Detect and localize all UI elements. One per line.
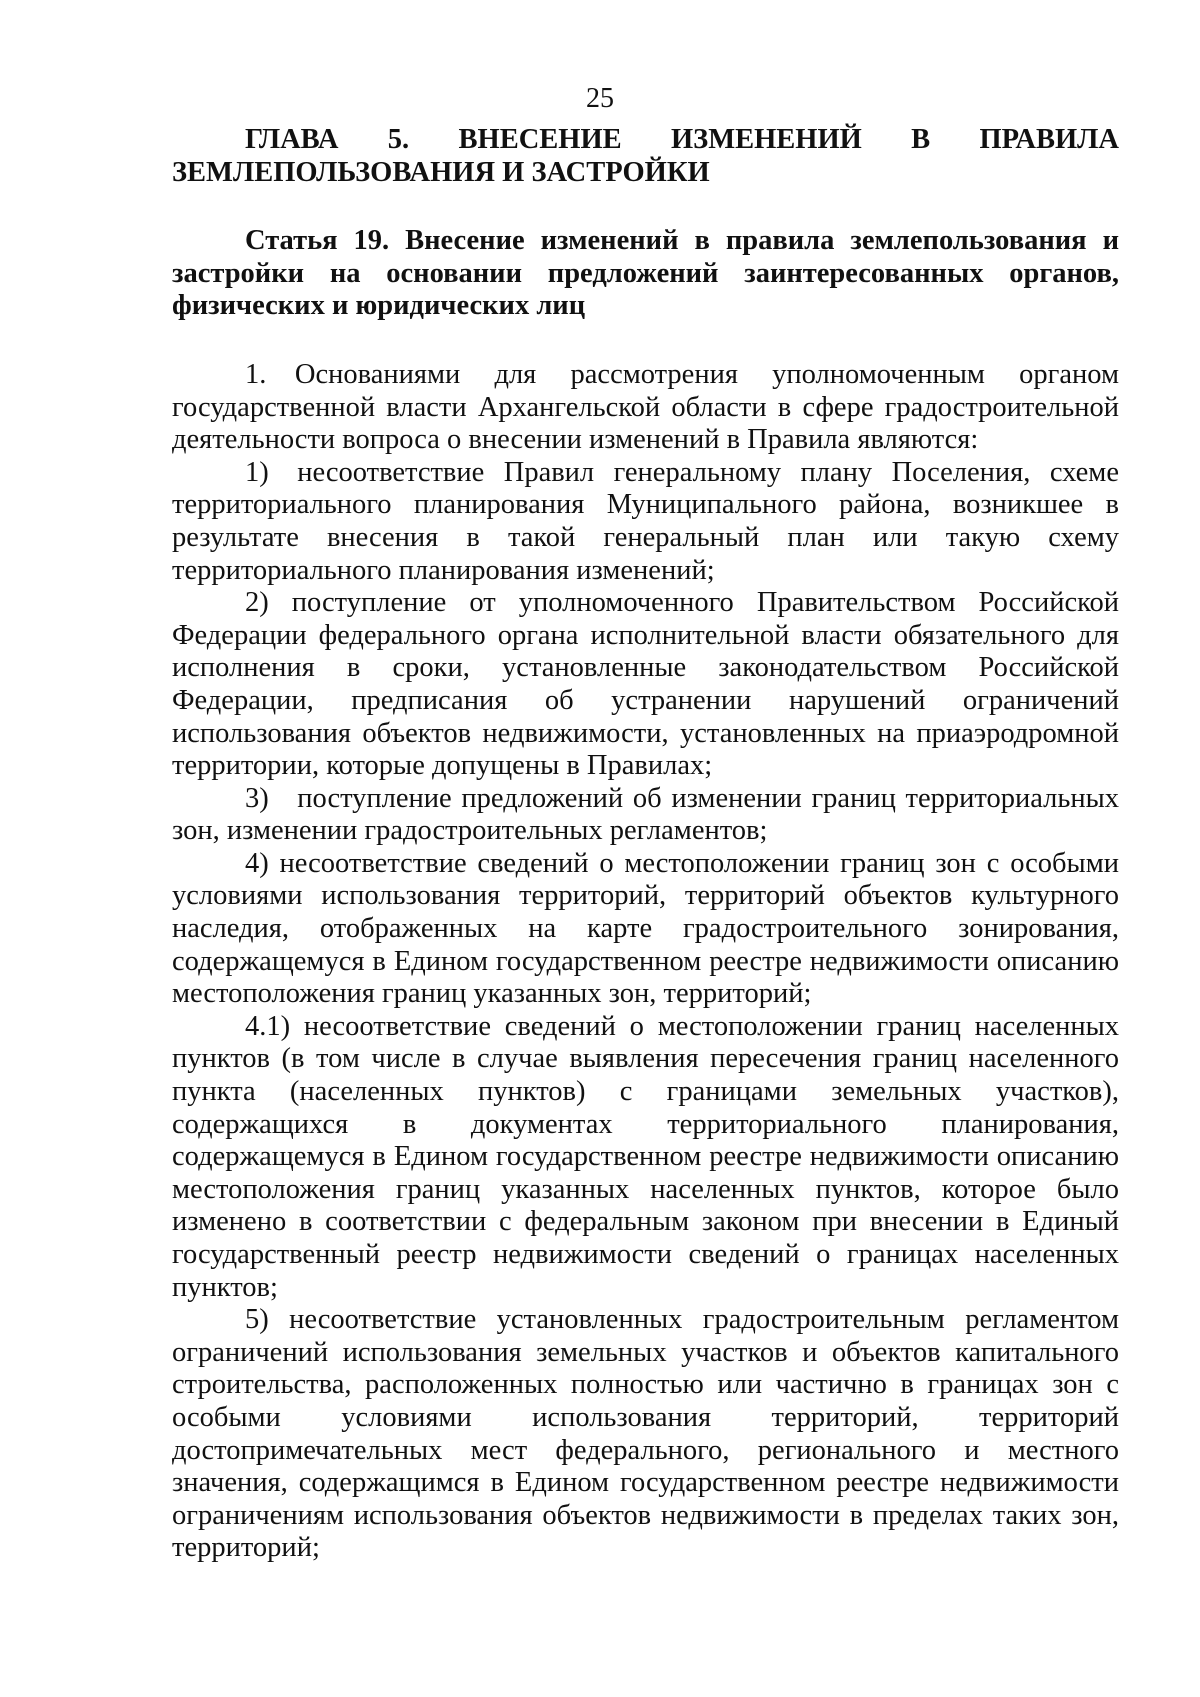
list-item-5: 5) несоответствие установленных градостроительным регламентом ограничений использования земельных участков и объектов капитального строительства, расположенных полностью или частично в границах зон с особыми условиями использования территорий, территорий достопримечательных мест федерального, регионального и местного значения, содержащимся в Едином государственном реестре недвижимости ограничениям использования объектов недвижимости в пределах таких зон, территорий; bbox=[172, 1304, 1119, 1564]
list-item-2: 2) поступление от уполномоченного Правительством Российской Федерации федерального органа исполнительной власти обязательного для исполнения в сроки, установленные законодательством Российской Федерации, предписания об устранении нарушений ограничений использования объектов недвижимости, установленных на приаэродромной территории, которые допущены в Правилах; bbox=[172, 587, 1119, 782]
article-heading: Статья 19. Внесение изменений в правила землепользования и застройки на основании предложений заинтересованных органов, физических и юридических лиц bbox=[172, 225, 1119, 322]
paragraph-1: 1. Основаниями для рассмотрения уполномоченным органом государственной власти Архангельской области в сфере градостроительной деятельности вопроса о внесении изменений в Правила являются: bbox=[172, 358, 1119, 456]
document-body bbox=[172, 124, 1119, 1565]
list-item-1: 1) несоответствие Правил генеральному плану Поселения, схеме территориального планирования Муниципального района, возникшее в результате внесения в такой генеральный план или такую схему территориального планирования изменений; bbox=[172, 456, 1119, 586]
list-item-4: 4) несоответствие сведений о местоположении границ зон с особыми условиями использования территорий, территорий объектов культурного наследия, отображенных на карте градостроительного зонирования, содержащемуся в Едином государственном реестре недвижимости описанию местоположения границ указанных зон, территорий; bbox=[172, 847, 1119, 1010]
chapter-heading: ГЛАВА 5. ВНЕСЕНИЕ ИЗМЕНЕНИЙ В ПРАВИЛА ЗЕМЛЕПОЛЬЗОВАНИЯ И ЗАСТРОЙКИ bbox=[172, 124, 1119, 188]
list-item-4-1: 4.1) несоответствие сведений о местоположении границ населенных пунктов (в том числе в случае выявления пересечения границ населенного пункта (населенных пунктов) с границами земельных участков), содержащихся в документах территориального планирования, содержащемуся в Едином государственном реестре недвижимости описанию местоположения границ указанных населенных пунктов, которое было изменено в соответствии с федеральным законом при внесении в Единый государственный реестр недвижимости сведений о границах населенных пунктов; bbox=[172, 1010, 1119, 1303]
list-item-3: 3) поступление предложений об изменении границ территориальных зон, изменении градостроительных регламентов; bbox=[172, 782, 1119, 847]
page-number: 25 bbox=[586, 83, 614, 114]
